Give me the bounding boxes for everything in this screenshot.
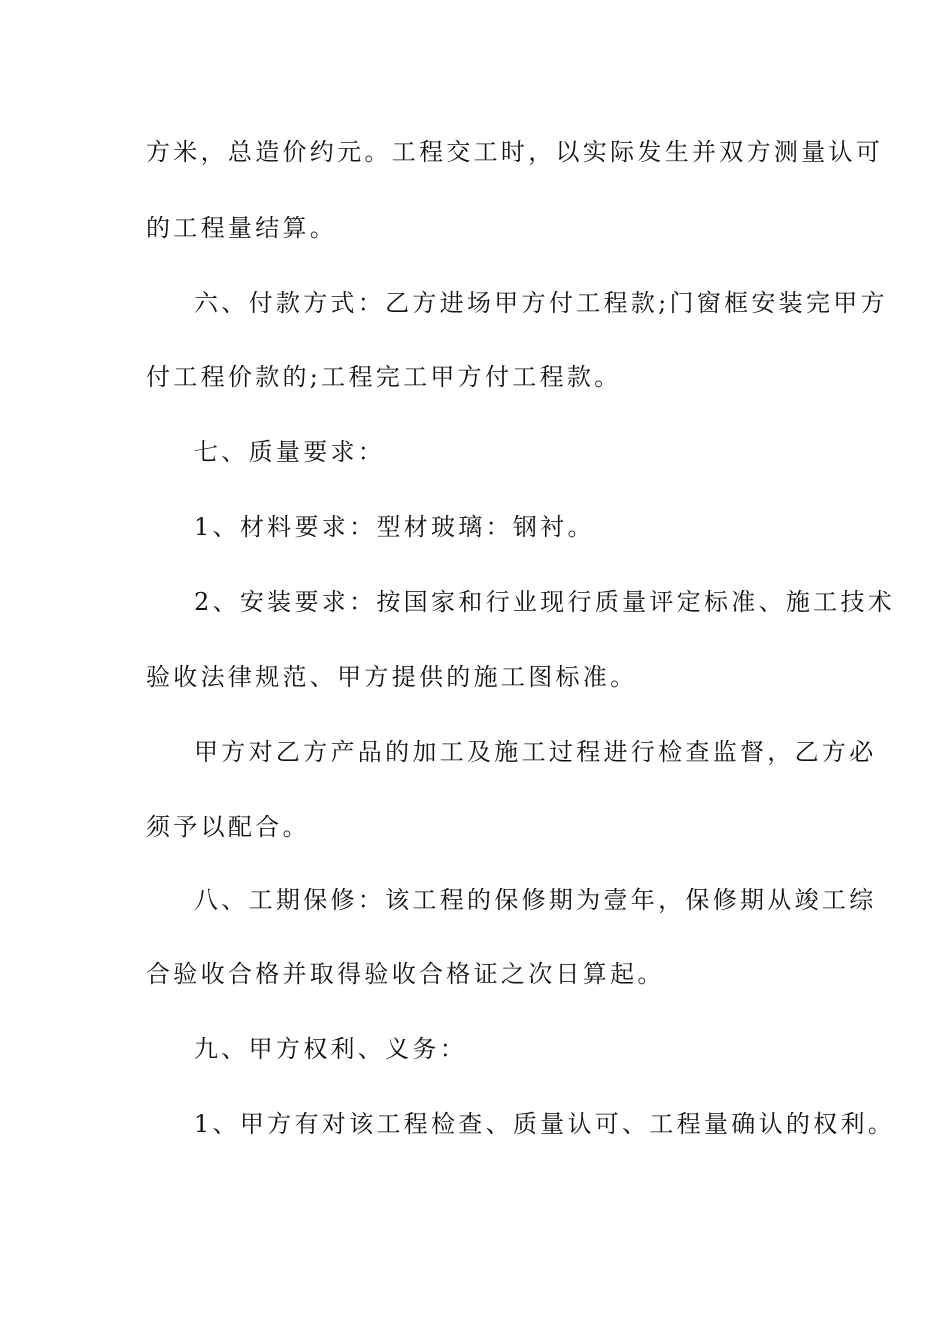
section-8-warranty-line-1: 八、工期保修：该工程的保修期为壹年，保修期从竣工综 xyxy=(194,886,877,914)
material-requirement: 1、材料要求：型材玻璃：钢衬。 xyxy=(194,513,595,541)
inspection-paragraph-line-2: 须予以配合。 xyxy=(146,813,310,841)
section-6-payment-line-1: 六、付款方式：乙方进场甲方付工程款;门窗框安装完甲方 xyxy=(194,289,888,317)
section-9-heading: 九、甲方权利、义务： xyxy=(194,1035,467,1063)
inspection-paragraph-line-1: 甲方对乙方产品的加工及施工过程进行检查监督，乙方必 xyxy=(194,738,877,766)
installation-requirement-line-2: 验收法律规范、甲方提供的施工图标准。 xyxy=(146,663,638,691)
party-a-right-1: 1、甲方有对该工程检查、质量认可、工程量确认的权利。 xyxy=(194,1110,896,1138)
section-6-payment-line-2: 付工程价款的;工程完工甲方付工程款。 xyxy=(146,363,622,391)
text-line-2: 的工程量结算。 xyxy=(146,214,338,242)
installation-requirement-line-1: 2、安装要求：按国家和行业现行质量评定标准、施工技术 xyxy=(194,588,896,616)
section-7-heading: 七、质量要求： xyxy=(194,438,386,466)
section-8-warranty-line-2: 合验收合格并取得验收合格证之次日算起。 xyxy=(146,960,665,988)
text-line-1: 方米，总造价约元。工程交工时，以实际发生并双方测量认可 xyxy=(146,138,884,166)
